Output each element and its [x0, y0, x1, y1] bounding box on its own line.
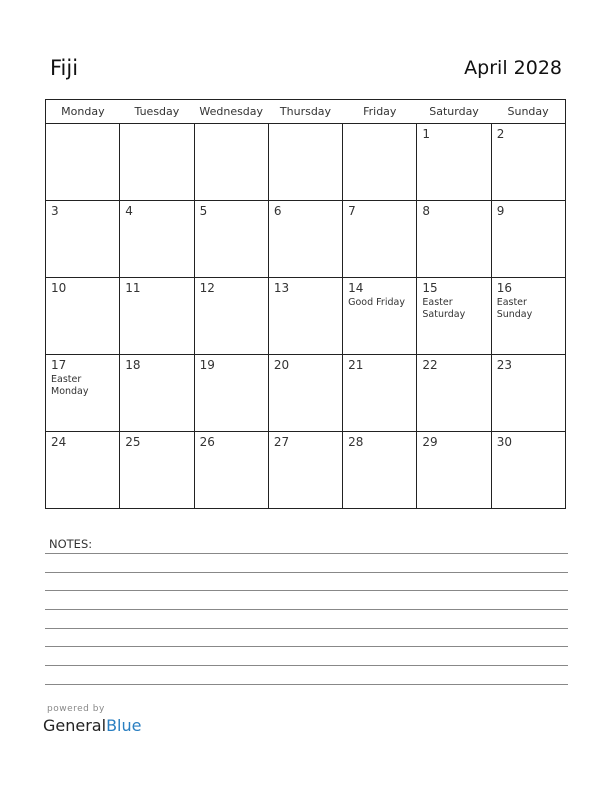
day-number: 9 — [496, 204, 505, 218]
day-number: 5 — [199, 204, 208, 218]
day-cell — [491, 124, 565, 201]
weekday-header: Thursday — [268, 100, 342, 124]
day-cell — [194, 432, 268, 509]
day-number: 14 — [348, 281, 364, 295]
day-cell — [343, 432, 417, 509]
holiday-label: Easter Saturday — [422, 297, 466, 320]
week-row — [46, 201, 566, 278]
day-cell — [120, 278, 194, 355]
day-number: 18 — [125, 358, 141, 372]
day-cell — [120, 124, 194, 201]
holiday-label: Easter Sunday — [496, 297, 533, 320]
day-cell — [268, 201, 342, 278]
week-row — [46, 278, 566, 355]
day-cell — [417, 355, 491, 432]
day-number: 26 — [199, 435, 215, 449]
day-number: 7 — [348, 204, 356, 218]
day-number: 3 — [51, 204, 59, 218]
day-cell — [46, 201, 120, 278]
holiday-label: Easter Monday — [51, 374, 89, 397]
weekday-header: Friday — [343, 100, 417, 124]
country-title: Fiji — [50, 56, 79, 80]
weekday-header: Sunday — [491, 100, 565, 124]
day-cell — [491, 432, 565, 509]
holiday-label: Good Friday — [348, 297, 405, 308]
day-cell — [46, 432, 120, 509]
calendar-grid — [45, 99, 566, 509]
day-cell — [417, 278, 491, 355]
day-number: 1 — [422, 127, 431, 141]
weekday-header-row — [46, 100, 566, 124]
brand-logo[interactable] — [43, 716, 141, 735]
day-cell — [268, 432, 342, 509]
day-number: 27 — [273, 435, 290, 449]
day-number: 21 — [348, 358, 364, 372]
day-number: 10 — [51, 281, 67, 295]
day-number: 24 — [51, 435, 67, 449]
day-cell — [194, 355, 268, 432]
day-cell — [417, 201, 491, 278]
day-number: 28 — [348, 435, 364, 449]
day-number: 8 — [422, 204, 431, 218]
day-cell — [343, 355, 417, 432]
note-line — [45, 572, 568, 573]
day-cell — [268, 355, 342, 432]
day-number: 22 — [422, 358, 438, 372]
day-cell — [417, 432, 491, 509]
day-cell — [120, 432, 194, 509]
note-line — [45, 684, 568, 685]
brand-text-blue: Blue — [106, 716, 142, 735]
weekday-header: Monday — [46, 100, 120, 124]
day-number: 15 — [422, 281, 438, 295]
day-cell — [343, 201, 417, 278]
day-cell — [120, 201, 194, 278]
day-cell — [46, 278, 120, 355]
note-line — [45, 553, 568, 554]
day-cell — [46, 355, 120, 432]
day-cell — [268, 124, 342, 201]
note-line — [45, 665, 568, 666]
day-cell — [417, 124, 491, 201]
day-cell — [491, 201, 565, 278]
day-number: 11 — [125, 281, 141, 295]
month-year-title: April 2028 — [464, 57, 562, 79]
day-number: 30 — [496, 435, 512, 449]
day-number: 19 — [199, 358, 215, 372]
day-cell — [268, 278, 342, 355]
notes-label: NOTES: — [49, 537, 93, 551]
day-number: 17 — [51, 358, 67, 372]
day-cell — [120, 355, 194, 432]
day-number: 6 — [273, 204, 282, 218]
weekday-header: Saturday — [417, 100, 491, 124]
day-number: 20 — [273, 358, 290, 372]
day-number: 4 — [125, 204, 133, 218]
week-row — [46, 124, 566, 201]
day-cell — [194, 278, 268, 355]
week-row — [46, 432, 566, 509]
note-line — [45, 609, 568, 610]
day-cell — [194, 124, 268, 201]
note-line — [45, 628, 568, 629]
weekday-header: Wednesday — [194, 100, 268, 124]
day-number: 23 — [496, 358, 512, 372]
day-number: 29 — [422, 435, 438, 449]
day-number: 16 — [496, 281, 512, 295]
day-number: 2 — [496, 127, 505, 141]
day-cell — [343, 124, 417, 201]
note-line — [45, 590, 568, 591]
day-cell — [491, 278, 565, 355]
week-row — [46, 355, 566, 432]
weekday-header: Tuesday — [120, 100, 194, 124]
day-cell — [46, 124, 120, 201]
day-cell — [194, 201, 268, 278]
brand-text-general: General — [43, 716, 107, 735]
day-number: 25 — [125, 435, 141, 449]
day-cell — [491, 355, 565, 432]
day-cell — [343, 278, 417, 355]
powered-by-text: powered by — [47, 704, 105, 714]
note-line — [45, 646, 568, 647]
day-number: 12 — [199, 281, 215, 295]
day-number: 13 — [273, 281, 290, 295]
